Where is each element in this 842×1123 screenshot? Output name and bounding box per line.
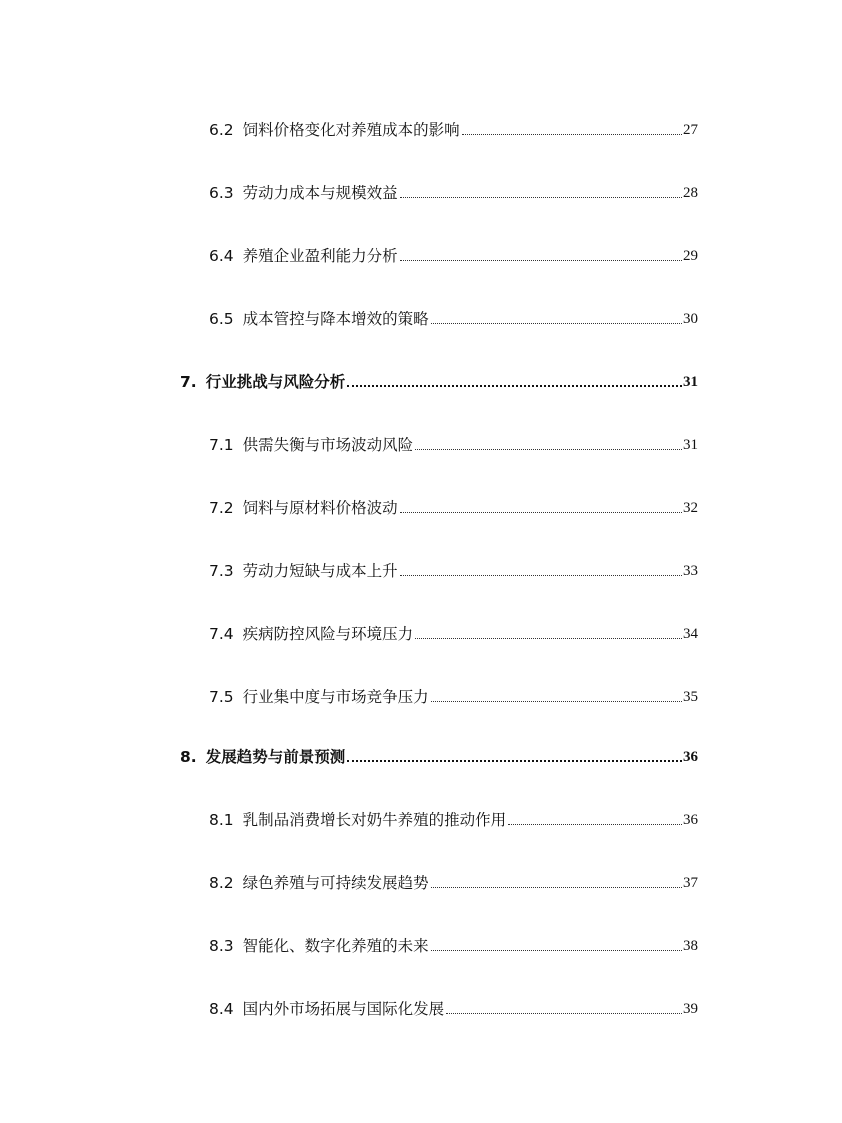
toc-dot-leader [431,887,682,888]
toc-entry-6-3[interactable] [209,177,698,203]
toc-dot-leader [446,1013,682,1014]
toc-entry-title: 饲料价格变化对养殖成本的影响 [242,121,460,139]
toc-chapter-title: 行业挑战与风险分析 [205,373,346,391]
toc-entry-title: 饲料与原材料价格波动 [242,499,398,517]
toc-dot-leader [508,824,682,825]
toc-entry-number: 6.3 [209,184,234,202]
toc-entry-title: 劳动力短缺与成本上升 [242,562,398,580]
toc-chapter-7[interactable] [180,366,698,392]
toc-entry-page: 36 [683,812,698,828]
toc-entry-title: 智能化、数字化养殖的未来 [242,937,429,955]
toc-entry-page: 29 [683,248,698,264]
toc-entry-title: 成本管控与降本增效的策略 [242,310,429,328]
toc-entry-page: 33 [683,563,698,579]
toc-entry-title: 绿色养殖与可持续发展趋势 [242,874,429,892]
toc-chapter-number: 7. [180,373,197,391]
toc-entry-page: 27 [683,122,698,138]
toc-entry-number: 7.3 [209,562,234,580]
toc-entry-title: 乳制品消费增长对奶牛养殖的推动作用 [242,811,507,829]
toc-entry-page: 32 [683,500,698,516]
toc-entry-number: 8.2 [209,874,234,892]
toc-dot-leader [347,385,682,387]
toc-entry-number: 8.4 [209,1000,234,1018]
toc-entry-number: 6.4 [209,247,234,265]
toc-entry-title: 供需失衡与市场波动风险 [242,436,414,454]
toc-entry-page: 39 [683,1001,698,1017]
toc-entry-number: 8.1 [209,811,234,829]
toc-chapter-page: 36 [683,749,698,765]
toc-entry-title: 疾病防控风险与环境压力 [242,625,414,643]
toc-dot-leader [431,701,682,702]
toc-entry-number: 8.3 [209,937,234,955]
toc-entry-title: 行业集中度与市场竞争压力 [242,688,429,706]
toc-entry-page: 35 [683,689,698,705]
toc-entry-page: 28 [683,185,698,201]
toc-entry-7-1[interactable] [209,429,698,455]
toc-dot-leader [400,575,682,576]
toc-dot-leader [415,449,682,450]
toc-entry-number: 7.1 [209,436,234,454]
toc-dot-leader [431,950,682,951]
toc-entry-number: 6.5 [209,310,234,328]
toc-entry-title: 国内外市场拓展与国际化发展 [242,1000,445,1018]
toc-entry-page: 37 [683,875,698,891]
toc-entry-number: 7.5 [209,688,234,706]
toc-entry-number: 6.2 [209,121,234,139]
toc-entry-7-2[interactable] [209,492,698,518]
toc-entry-title: 养殖企业盈利能力分析 [242,247,398,265]
toc-entry-page: 34 [683,626,698,642]
toc-entry-7-4[interactable] [209,618,698,644]
toc-chapter-title: 发展趋势与前景预测 [205,748,346,766]
toc-dot-leader [400,260,682,261]
toc-entry-number: 7.2 [209,499,234,517]
toc-chapter-number: 8. [180,748,197,766]
toc-entry-6-2[interactable] [209,114,698,140]
toc-entry-8-1[interactable] [209,804,698,830]
toc-entry-page: 30 [683,311,698,327]
toc-entry-page: 38 [683,938,698,954]
toc-dot-leader [415,638,682,639]
toc-entry-page: 31 [683,437,698,453]
toc-dot-leader [400,197,682,198]
toc-entry-7-3[interactable] [209,555,698,581]
toc-entry-8-2[interactable] [209,867,698,893]
toc-entry-title: 劳动力成本与规模效益 [242,184,398,202]
toc-entry-number: 7.4 [209,625,234,643]
toc-dot-leader [400,512,682,513]
toc-chapter-page: 31 [683,374,698,390]
toc-entry-7-5[interactable] [209,681,698,707]
toc-chapter-8[interactable] [180,741,698,767]
toc-entry-8-4[interactable] [209,993,698,1019]
toc-dot-leader [431,323,682,324]
toc-entry-8-3[interactable] [209,930,698,956]
toc-dot-leader [462,134,682,135]
toc-entry-6-4[interactable] [209,240,698,266]
toc-dot-leader [347,760,682,762]
toc-entry-6-5[interactable] [209,303,698,329]
